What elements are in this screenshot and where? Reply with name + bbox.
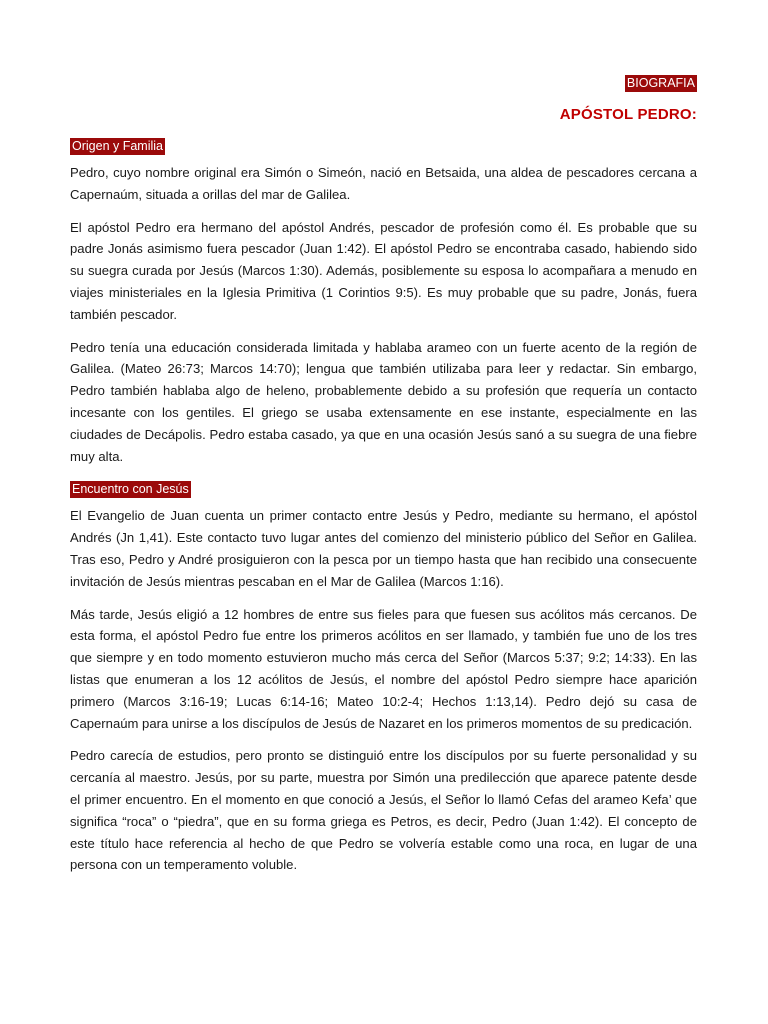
section-heading: Encuentro con Jesús <box>72 482 189 497</box>
paragraph: Más tarde, Jesús eligió a 12 hombres de entre sus fieles para que fuesen sus acólitos más cercanos. De esta forma, el apóstol Pedro fue entre los primeros acólitos en ser llamado, y también fue uno de los tres que siempre y en todo momento estuvieron mucho más cerca del Señor (Marcos 5:37; 9:2; 14:33). En las listas que enumeran a los 12 acólitos de Jesús, el nombre del apóstol Pedro siempre hace aparición primero (Marcos 3:16-19; Lucas 6:14-16; Mateo 10:2-4; Hechos 1:13,14). Pedro dejó su casa de Capernaúm para unirse a los discípulos de Jesús de Nazaret en los primeros momentos de su predicación. <box>70 606 697 731</box>
paragraph: Pedro carecía de estudios, pero pronto se distinguió entre los discípulos por su fuerte personalidad y su cercanía al maestro. Jesús, por su parte, muestra por Simón una predilección que aparece patente desde el primer encuentro. En el momento en que conoció a Jesús, el Señor lo llamó Cefas del arameo Kefa’ que significa “roca” o “piedra”, que en su forma griega es Petros, es decir, Pedro (Juan 1:42). El concepto de este título hace referencia al hecho de que Pedro se volvería estable como una roca, en lugar de una persona con un temperamento voluble. <box>70 748 697 873</box>
paragraph: Pedro, cuyo nombre original era Simón o Simeón, nació en Betsaida, una aldea de pescadores cercana a Capernaúm, situada a orillas del mar de Galilea. <box>70 165 697 202</box>
paragraph: El apóstol Pedro era hermano del apóstol Andrés, pescador de profesión como él. Es probable que su padre Jonás asimismo fuera pescador (Juan 1:42). El apóstol Pedro se encontraba casado, habiendo sido su suegra curada por Jesús (Marcos 1:30). Además, posiblemente su esposa lo acompañara a menudo en viajes ministeriales en la Iglesia Primitiva (1 Corintios 9:5). Es muy probable que su padre, Jonás, fuera también pescador. <box>70 219 697 322</box>
document-title: APÓSTOL PEDRO: <box>559 106 697 123</box>
category-tag: BIOGRAFIA <box>626 76 695 90</box>
paragraph: Pedro tenía una educación considerada limitada y hablaba arameo con un fuerte acento de la región de Galilea. (Mateo 26:73; Marcos 14:70); lengua que también utilizaba para leer y redactar. Sin embargo, Pedro también hablaba algo de heleno, probablemente debido a su profesión que requería un contacto incesante con los gentiles. El griego se usaba extensamente en ese instante, especialmente en las ciudades de Decápolis. Pedro estaba casado, ya que en una ocasión Jesús sanó a su suegra de una fiebre muy alta. <box>70 339 697 464</box>
section-encuentro <box>70 480 697 876</box>
document-page <box>70 74 697 876</box>
section-origen <box>70 137 697 467</box>
header <box>70 74 697 92</box>
paragraph: El Evangelio de Juan cuenta un primer contacto entre Jesús y Pedro, mediante su hermano, el apóstol Andrés (Jn 1,41). Este contacto tuvo lugar antes del comienzo del ministerio público del Señor en Galilea. Tras eso, Pedro y André prosiguieron con la pesca por un tiempo hasta que han recibido una consecuente invitación de Jesús mientras pescaban en el Mar de Galilea (Marcos 1:16). <box>70 508 697 589</box>
section-heading: Origen y Familia <box>72 139 163 153</box>
